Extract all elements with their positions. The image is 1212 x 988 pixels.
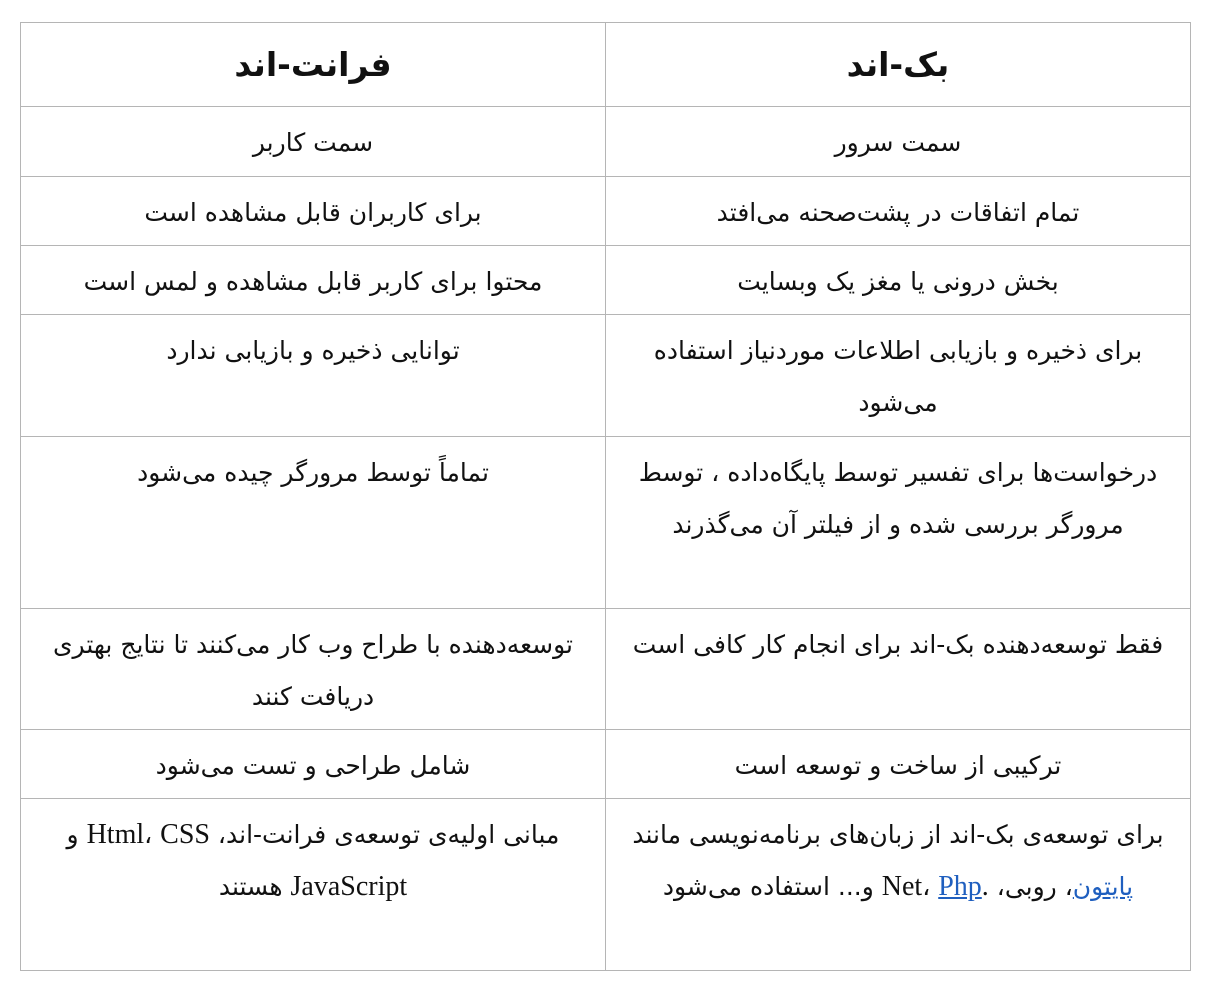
- cell-backend-languages: [606, 799, 1191, 971]
- link-python[interactable]: پایتون: [1072, 872, 1134, 901]
- table-row: [21, 609, 1191, 730]
- text-javascript: JavaScript: [290, 871, 408, 902]
- table-row: [21, 437, 1191, 609]
- cell-frontend: شامل طراحی و تست می‌شود: [21, 730, 606, 799]
- header-backend: بک-اند: [606, 23, 1191, 107]
- cell-frontend: تماماً توسط مرورگر چیده می‌شود: [21, 437, 606, 609]
- text-fragment: هستند: [218, 872, 291, 901]
- text-fragment: برای توسعه‌ی بک-اند از زبان‌های برنامه‌نویسی مانند: [632, 820, 1164, 849]
- comparison-table: [20, 22, 1191, 971]
- cell-backend: درخواست‌ها برای تفسیر توسط پایگاه‌داده ، توسط مرورگر بررسی شده و از فیلتر آن می‌گذرند: [606, 437, 1191, 609]
- text-fragment: و... استفاده می‌شود: [662, 872, 882, 901]
- text-css: CSS: [160, 819, 210, 850]
- text-fragment: ، روبی،: [988, 872, 1073, 901]
- text-fragment: ،: [922, 872, 939, 901]
- table-row: [21, 177, 1191, 246]
- cell-frontend-languages: [21, 799, 606, 971]
- table-row: [21, 107, 1191, 177]
- table-row: [21, 246, 1191, 315]
- cell-frontend: سمت کاربر: [21, 107, 606, 177]
- cell-frontend: برای کاربران قابل مشاهده است: [21, 177, 606, 246]
- header-row: [21, 23, 1191, 107]
- cell-frontend: توسعه‌دهنده با طراح وب کار می‌کنند تا نتایج بهتری دریافت کنند: [21, 609, 606, 730]
- cell-backend: تمام اتفاقات در پشت‌صحنه می‌افتد: [606, 177, 1191, 246]
- cell-backend: ترکیبی از ساخت و توسعه است: [606, 730, 1191, 799]
- table-row: [21, 315, 1191, 437]
- text-html: Html: [86, 819, 145, 850]
- cell-backend: بخش درونی یا مغز یک وبسایت: [606, 246, 1191, 315]
- text-fragment: مبانی اولیه‌ی توسعه‌ی فرانت-اند،: [209, 820, 560, 849]
- cell-backend: برای ذخیره و بازیابی اطلاعات موردنیاز استفاده می‌شود: [606, 315, 1191, 437]
- table-row: [21, 799, 1191, 971]
- cell-frontend: محتوا برای کاربر قابل مشاهده و لمس است: [21, 246, 606, 315]
- cell-frontend: توانایی ذخیره و بازیابی ندارد: [21, 315, 606, 437]
- cell-backend: سمت سرور: [606, 107, 1191, 177]
- table-row: [21, 730, 1191, 799]
- text-fragment: و: [66, 820, 87, 849]
- cell-backend: فقط توسعه‌دهنده بک-اند برای انجام کار کافی است: [606, 609, 1191, 730]
- text-net: .Net: [881, 871, 989, 902]
- link-php[interactable]: Php: [938, 871, 982, 902]
- header-frontend: فرانت-اند: [21, 23, 606, 107]
- text-fragment: ،: [144, 820, 161, 849]
